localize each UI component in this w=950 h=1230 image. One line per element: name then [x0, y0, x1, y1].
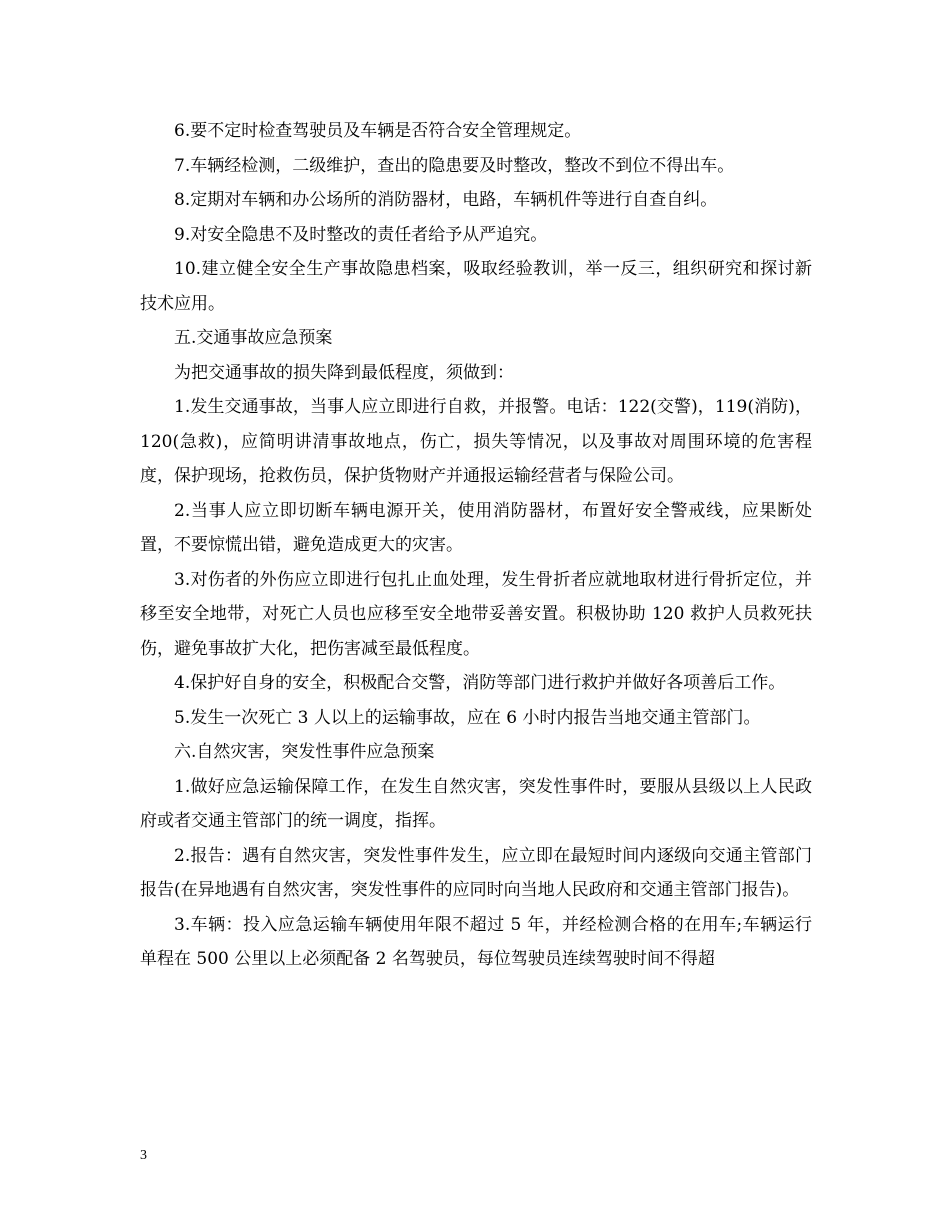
paragraph-item-6: 6.要不定时检查驾驶员及车辆是否符合安全管理规定。	[174, 121, 582, 141]
paragraph-item-8: 8.定期对车辆和办公场所的消防器材，电路，车辆机件等进行自查自纠。	[174, 190, 718, 210]
paragraph-disaster-3: 3.车辆：投入应急运输车辆使用年限不超过 5 年，并经检测合格的在用车;车辆运行单程在 500 公里以上必须配备 2 名驾驶员，每位驾驶员连续驾驶时间不得超	[140, 914, 812, 969]
paragraph-traffic-4: 4.保护好自身的安全，积极配合交警，消防等部门进行救护并做好各项善后工作。	[174, 673, 786, 693]
section-intro-5: 为把交通事故的损失降到最低程度，须做到：	[174, 362, 514, 383]
paragraph-traffic-5: 5.发生一次死亡 3 人以上的运输事故，应在 6 小时内报告当地交通主管部门。	[174, 707, 761, 728]
page-number: 3	[140, 1148, 147, 1163]
paragraph-disaster-1: 1.做好应急运输保障工作，在发生自然灾害，突发性事件时，要服从县级以上人民政府或者交通主管部门的统一调度，指挥。	[140, 776, 812, 831]
section-heading-5: 五.交通事故应急预案	[174, 328, 333, 348]
section-heading-6: 六.自然灾害，突发性事件应急预案	[174, 742, 435, 762]
paragraph-traffic-3: 3.对伤者的外伤应立即进行包扎止血处理，发生骨折者应就地取材进行骨折定位，并移至安全地带，对死亡人员也应移至安全地带妥善安置。积极协助 120 救护人员救死扶伤，避免事故扩大化，把伤害减至最低程度。	[140, 569, 812, 659]
paragraph-traffic-2: 2.当事人应立即切断车辆电源开关，使用消防器材，布置好安全警戒线，应果断处置，不要惊慌出错，避免造成更大的灾害。	[140, 500, 812, 555]
paragraph-item-9: 9.对安全隐患不及时整改的责任者给予从严追究。	[174, 224, 548, 245]
paragraph-disaster-2: 2.报告：遇有自然灾害，突发性事件发生，应立即在最短时间内逐级向交通主管部门报告(在异地遇有自然灾害，突发性事件的应同时向当地人民政府和交通主管部门报告)。	[140, 845, 812, 900]
document-body	[140, 114, 812, 977]
paragraph-item-10: 10.建立健全安全生产事故隐患档案，吸取经验教训，举一反三，组织研究和探讨新技术应用。	[140, 259, 812, 314]
paragraph-traffic-1: 1.发生交通事故，当事人应立即进行自救，并报警。电话：122(交警)，119(消防)，120(急救)，应简明讲清事故地点，伤亡，损失等情况，以及事故对周围环境的危害程度，保护现场，抢救伤员，保护货物财产并通报运输经营者与保险公司。	[140, 397, 812, 486]
paragraph-item-7: 7.车辆经检测，二级维护，查出的隐患要及时整改，整改不到位不得出车。	[174, 155, 735, 176]
